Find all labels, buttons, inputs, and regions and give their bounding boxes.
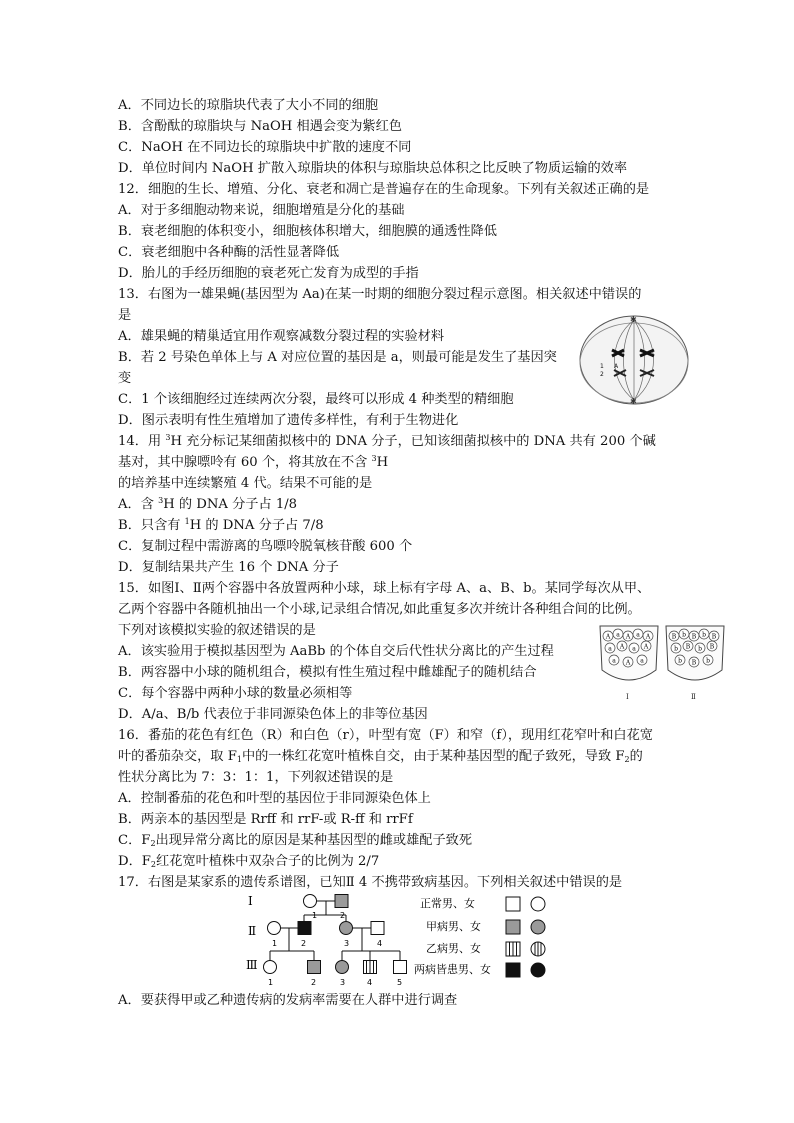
gen-label-3: Ⅲ bbox=[246, 958, 258, 972]
q16-option-c: C．$F_2$出现异常分离比的原因是某种基因型的雌或雄配子致死 bbox=[118, 833, 473, 848]
q14-stem-line1: 14．用 $^3$H 充分标记某细菌拟核中的 DNA 分子，已知该细菌拟核中的 DNA 共有 200 个碱 bbox=[118, 433, 656, 449]
gen2-number-2: 2 bbox=[301, 939, 307, 948]
q16-option-a: A．控制番茄的花色和叶型的基因位于非同源染色体上 bbox=[118, 791, 431, 806]
q13-option-b-line2: 变 bbox=[118, 371, 132, 386]
q17-option-a: A．要获得甲或乙种遗传病的发病率需要在人群中进行调查 bbox=[118, 993, 458, 1008]
ball-letter-1-2: a bbox=[616, 631, 620, 639]
q14-stem-line2: 基对，其中腺嘌呤有 60 个，将其放在不含 $^3$H bbox=[118, 454, 389, 470]
q12-stem: 12．细胞的生长、增殖、分化、衰老和凋亡是普遍存在的生命现象。下列有关叙述正确的是 bbox=[118, 182, 650, 197]
ball-letter-2-3: B bbox=[691, 633, 697, 641]
gen-label-1: Ⅰ bbox=[248, 894, 253, 908]
ball-letter-2-1: B bbox=[671, 633, 677, 641]
ball-letter-1-6: a bbox=[608, 645, 612, 653]
ball-letter-2-9: B bbox=[709, 643, 715, 651]
cell-division-figure bbox=[578, 310, 690, 410]
fig-label-2: 2 bbox=[600, 371, 604, 378]
ball-letter-1-8: a bbox=[632, 645, 636, 653]
q12-option-a: A．对于多细胞动物来说，细胞增殖是分化的基础 bbox=[118, 203, 405, 218]
gen2-male-2 bbox=[298, 922, 311, 935]
legend-both-female-icon bbox=[531, 963, 545, 977]
q14-option-c: C．复制过程中需游离的鸟嘌呤脱氧核苷酸 600 个 bbox=[118, 539, 413, 554]
gen3-number-5: 5 bbox=[397, 978, 403, 987]
q15-option-c: C．每个容器中两种小球的数量必须相等 bbox=[118, 686, 353, 701]
ball-letter-2-6: b bbox=[674, 645, 678, 653]
gen3-number-1: 1 bbox=[268, 978, 274, 987]
q12-option-c: C．衰老细胞中各种酶的活性显著降低 bbox=[118, 245, 340, 260]
q15-option-a: A．该实验用于模拟基因型为 AaBb 的个体自交后代性状分离比的产生过程 bbox=[118, 644, 554, 659]
q13-option-c: C．1 个该细胞经过连续两次分裂，最终可以形成 4 种类型的精细胞 bbox=[118, 392, 514, 407]
container-label-1: Ⅰ bbox=[626, 693, 629, 701]
legend-normal-female-icon bbox=[531, 897, 545, 911]
q13-option-a: A．雄果蝇的精巢适宜用作观察减数分裂过程的实验材料 bbox=[118, 329, 445, 344]
q11-option-d: D．单位时间内 NaOH 扩散入琼脂块的体积与琼脂块总体积之比反映了物质运输的效率 bbox=[118, 161, 628, 176]
ball-letter-2-8: b bbox=[698, 645, 702, 653]
ball-letter-2-5: B bbox=[711, 633, 717, 641]
gen2-female-3 bbox=[340, 922, 353, 935]
legend-jia-male-icon bbox=[506, 920, 520, 934]
ball-letter-1-7: A bbox=[619, 643, 625, 651]
pedigree-chart bbox=[244, 889, 554, 987]
container-label-2: Ⅱ bbox=[691, 693, 696, 701]
gen2-number-4: 4 bbox=[377, 939, 383, 948]
q15-stem-line1: 15．如图Ⅰ、Ⅱ两个容器中各放置两种小球，球上标有字母 A、a、B、b。某同学每次从甲、 bbox=[118, 581, 651, 596]
gen3-number-2: 2 bbox=[311, 978, 317, 987]
legend-yi-label: 乙病男、女 bbox=[426, 942, 481, 955]
q15-stem-line3: 下列对该模拟实验的叙述错误的是 bbox=[118, 623, 316, 638]
gen1-female-1 bbox=[304, 895, 317, 908]
ball-letter-1-9: A bbox=[643, 643, 649, 651]
gen-label-2: Ⅱ bbox=[248, 924, 257, 938]
gen2-male-4 bbox=[371, 922, 384, 935]
q13-stem-line1: 13．右图为一雄果蝇(基因型为 Aa)在某一时期的细胞分裂过程示意图。相关叙述中错误的 bbox=[118, 287, 642, 302]
fig-label-a: A bbox=[614, 363, 619, 370]
ball-letter-1-3: A bbox=[625, 633, 631, 641]
legend-both-label: 两病皆患男、女 bbox=[414, 963, 491, 976]
ball-letter-1-11: A bbox=[625, 659, 631, 667]
fig-label-1: 1 bbox=[600, 363, 604, 370]
ball-letter-2-10: b bbox=[678, 657, 682, 665]
gen1-male-2 bbox=[335, 895, 348, 908]
q16-option-b: B．两亲本的基因型是 Rrff 和 rrF-或 R-ff 和 rrFf bbox=[118, 812, 413, 827]
svg-text:✱: ✱ bbox=[630, 315, 637, 324]
ball-letter-1-5: A bbox=[645, 633, 651, 641]
legend-normal-label: 正常男、女 bbox=[420, 897, 475, 910]
q17-stem: 17．右图是某家系的遗传系谱图，已知Ⅱ 4 不携带致病基因。下列相关叙述中错误的是 bbox=[118, 875, 623, 890]
ball-containers-figure bbox=[596, 622, 728, 702]
q11-option-a: A．不同边长的琼脂块代表了大小不同的细胞 bbox=[118, 98, 379, 113]
gen1-number-2: 2 bbox=[340, 911, 346, 920]
gen2-female-1 bbox=[268, 922, 281, 935]
ball-letter-1-12: a bbox=[640, 657, 644, 665]
gen3-female-3 bbox=[336, 961, 349, 974]
legend-yi-female-icon bbox=[531, 942, 545, 956]
gen2-number-3: 3 bbox=[344, 939, 350, 948]
ball-letter-1-10: a bbox=[612, 657, 616, 665]
q14-stem-line3: 的培养基中连续繁殖 4 代。结果不可能的是 bbox=[118, 476, 373, 491]
q15-option-d: D．A/a、B/b 代表位于非同源染色体上的非等位基因 bbox=[118, 707, 428, 722]
gen3-number-4: 4 bbox=[367, 978, 373, 987]
ball-letter-1-4: a bbox=[636, 631, 640, 639]
q16-line2: 叶的番茄杂交，取 $F_1$中的一株红花宽叶植株自交，由于某种基因型的配子致死，导致 $F_2$的 bbox=[118, 749, 643, 764]
gen3-male-2 bbox=[308, 961, 321, 974]
gen1-number-1: 1 bbox=[312, 911, 318, 920]
q13-option-b-line1: B．若 2 号染色单体上与 A 对应位置的基因是 a，则最可能是发生了基因突 bbox=[118, 350, 557, 365]
legend-yi-male-icon bbox=[506, 942, 520, 956]
svg-text:✱: ✱ bbox=[630, 397, 637, 406]
ball-letter-2-12: b bbox=[706, 657, 710, 665]
q16-line1: 16．番茄的花色有红色（R）和白色（r），叶型有宽（F）和窄（f），现用红花窄叶和白花宽 bbox=[118, 728, 653, 743]
legend-normal-male-icon bbox=[506, 897, 520, 911]
gen2-number-1: 1 bbox=[272, 939, 278, 948]
q15-option-b: B．两容器中小球的随机组合，模拟有性生殖过程中雌雄配子的随机结合 bbox=[118, 665, 537, 680]
q14-option-a: A．含 $^3$H 的 DNA 分子占 1/8 bbox=[118, 496, 298, 512]
q15-stem-line2: 乙两个容器中各随机抽出一个小球,记录组合情况,如此重复多次并统计各种组合间的比例。 bbox=[118, 602, 641, 617]
ball-letter-2-2: b bbox=[682, 631, 686, 639]
legend-jia-female-icon bbox=[531, 920, 545, 934]
gen3-female-1 bbox=[264, 961, 277, 974]
ball-letter-2-7: B bbox=[685, 643, 691, 651]
gen3-number-3: 3 bbox=[340, 978, 346, 987]
q13-option-d: D．图示表明有性生殖增加了遗传多样性，有利于生物进化 bbox=[118, 413, 459, 428]
q12-option-d: D．胎儿的手经历细胞的衰老死亡发育为成型的手指 bbox=[118, 266, 419, 281]
q14-option-d: D．复制结果共产生 16 个 DNA 分子 bbox=[118, 560, 339, 575]
q11-option-b: B．含酚酞的琼脂块与 NaOH 相遇会变为紫红色 bbox=[118, 119, 402, 134]
q13-stem-line2: 是 bbox=[118, 308, 132, 323]
ball-letter-1-1: A bbox=[605, 633, 611, 641]
q14-option-b: B．只含有 $^1$H 的 DNA 分子占 7/8 bbox=[118, 517, 324, 533]
gen3-male-5 bbox=[394, 961, 407, 974]
q16-line3: 性状分离比为 7：3：1：1，下列叙述错误的是 bbox=[118, 770, 394, 785]
gen3-male-4 bbox=[364, 961, 377, 974]
q11-option-c: C．NaOH 在不同边长的琼脂块中扩散的速度不同 bbox=[118, 140, 412, 155]
legend-both-male-icon bbox=[506, 963, 520, 977]
legend-jia-label: 甲病男、女 bbox=[426, 920, 481, 933]
ball-letter-2-4: b bbox=[702, 631, 706, 639]
q12-option-b: B．衰老细胞的体积变小，细胞核体积增大，细胞膜的通透性降低 bbox=[118, 224, 497, 239]
ball-letter-2-11: B bbox=[691, 659, 697, 667]
q16-option-d: D．$F_2$红花宽叶植株中双杂合子的比例为 2/7 bbox=[118, 854, 380, 869]
